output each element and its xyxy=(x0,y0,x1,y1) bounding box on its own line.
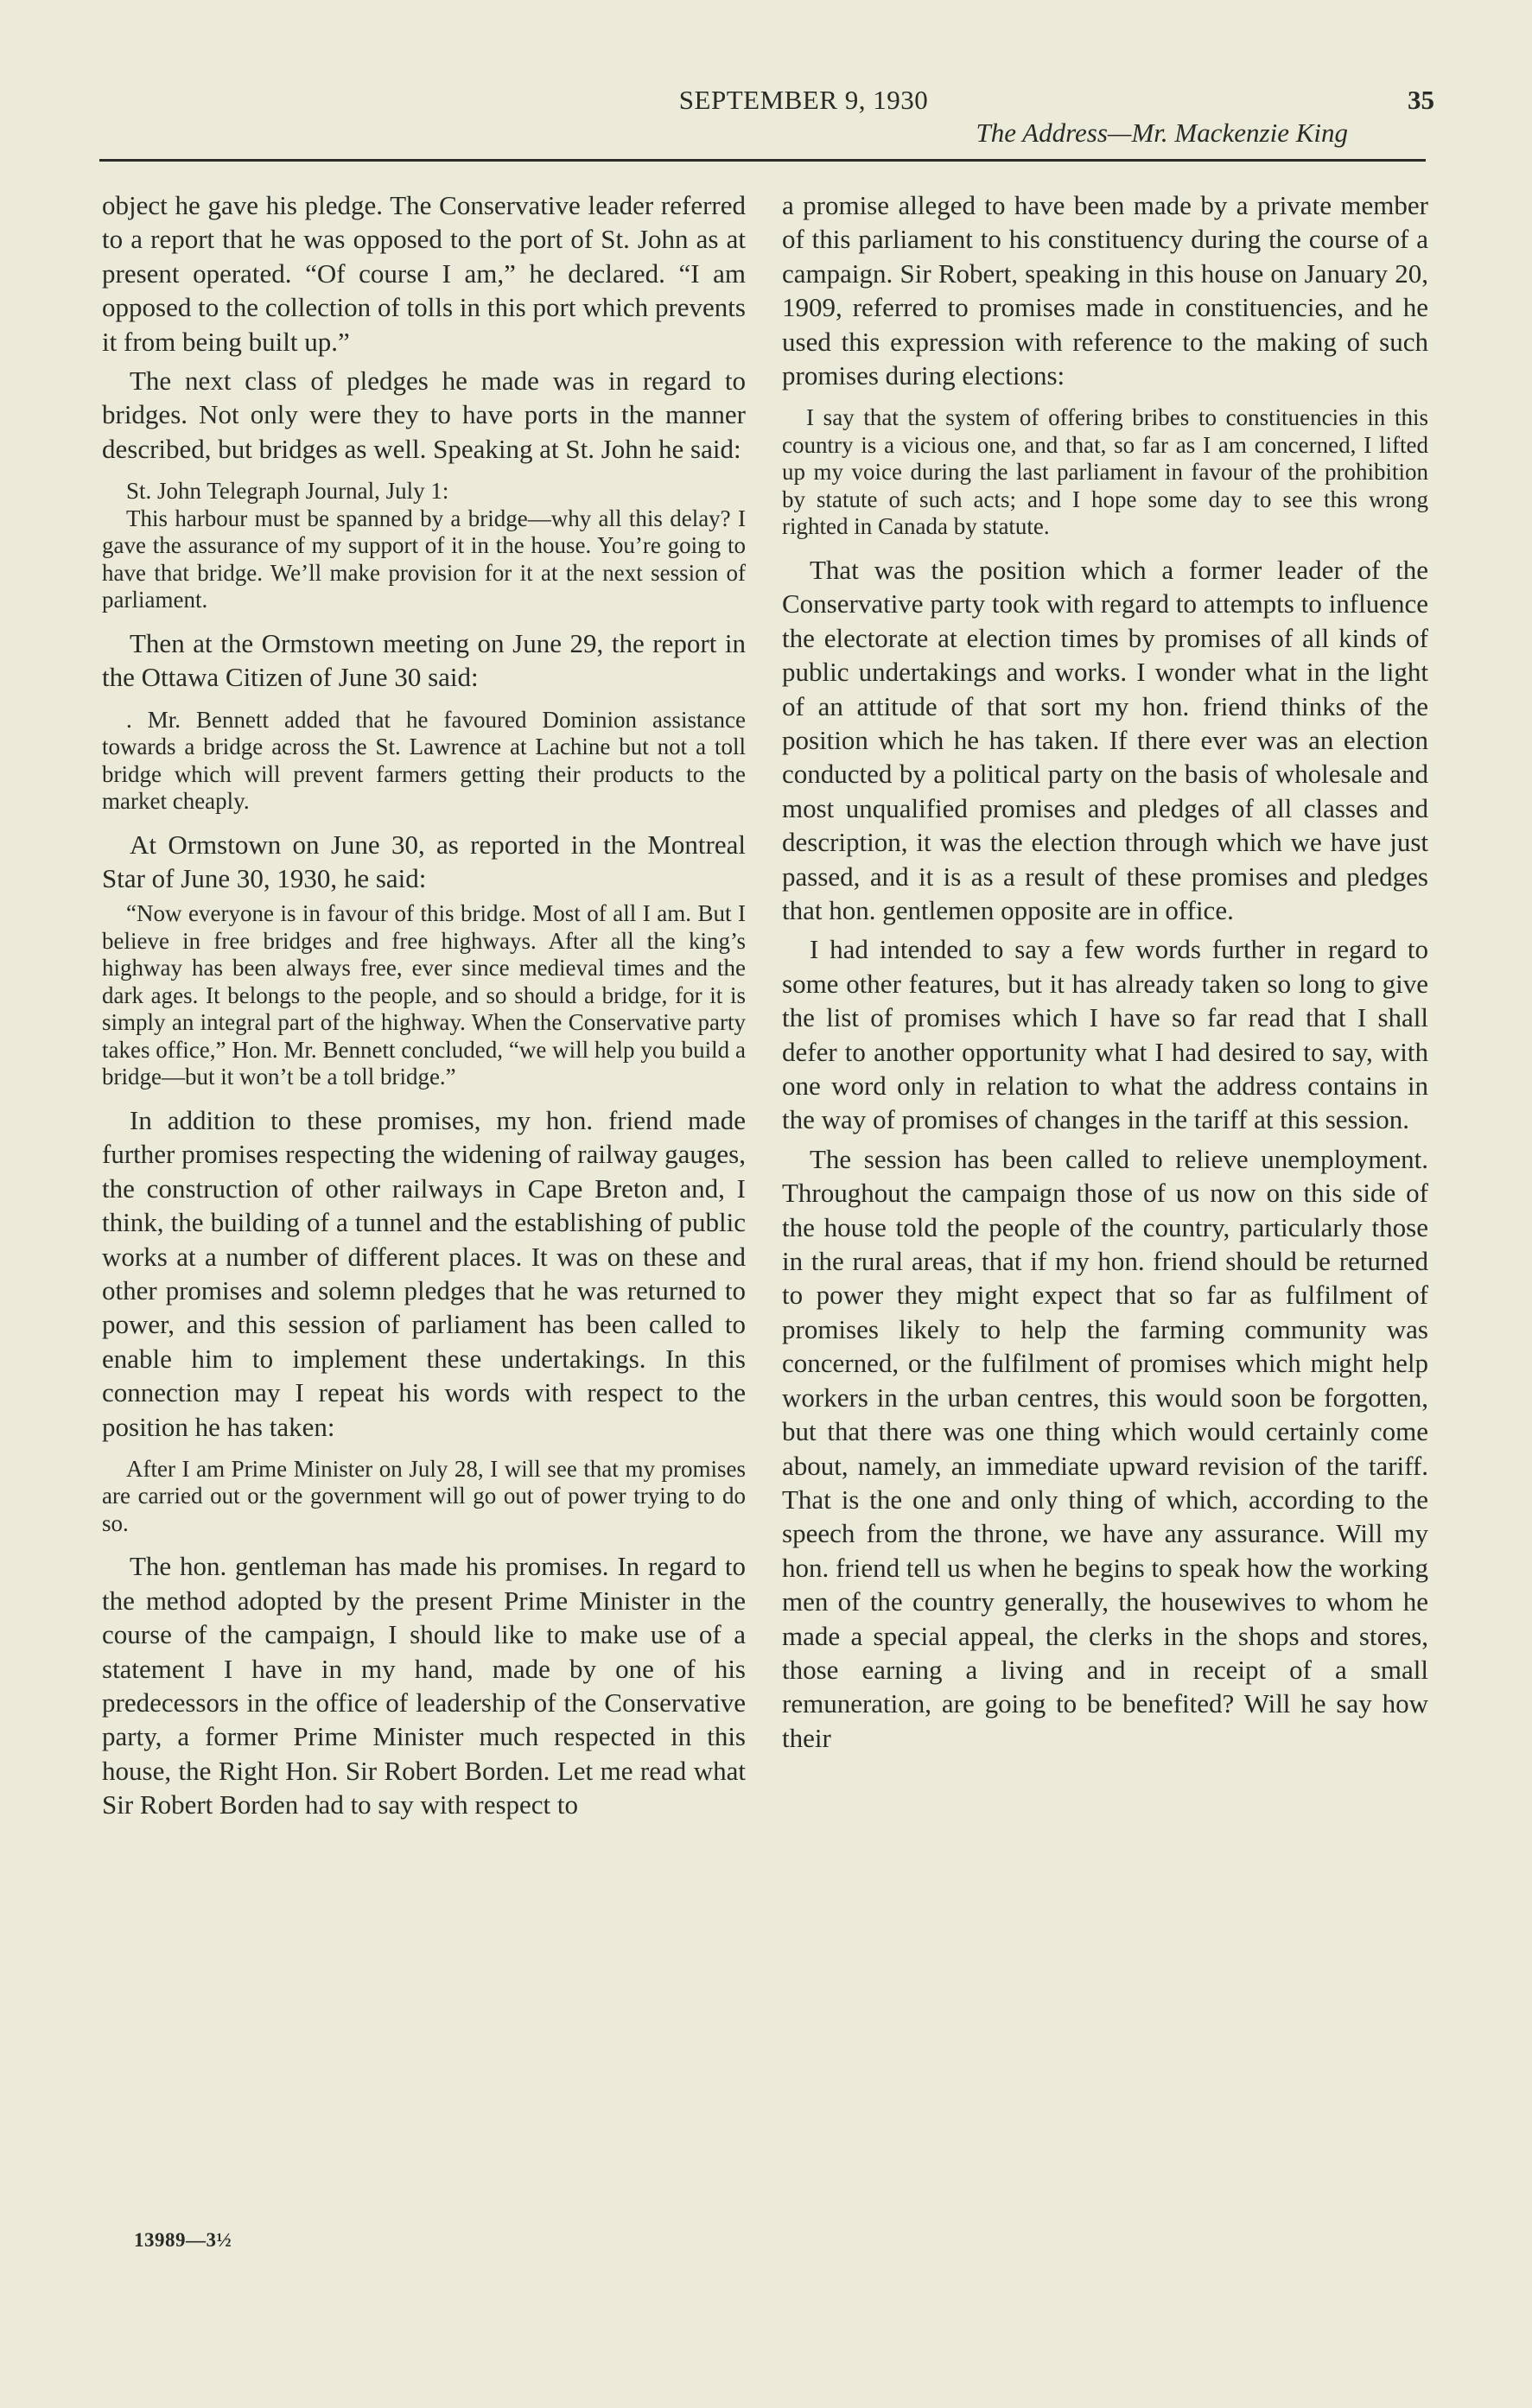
paragraph: object he gave his pledge. The Conservative leader referred to a report that he was opposed to the port of St. John as at present operated. “Of course I am,” he declared. “I am opposed to the collection of tolls in this port which prevents it from being built up.” xyxy=(102,190,746,357)
paragraph: I had intended to say a few words further in regard to some other features, but it has already taken so long to give the list of promises which I have so far read that I shall defer to another opportunity what I had desired to say, with one word only in relation to what the address contains in the way of promises of changes in the tariff at this session. xyxy=(782,934,1428,1135)
block-quote: . Mr. Bennett added that he favoured Dominion assistance towards a bridge across the St. Lawrence at Lachine but not a toll bridge which will prevent farmers getting their products to the market cheaply. xyxy=(102,706,746,815)
header-rule xyxy=(99,159,1426,162)
block-quote: “Now everyone is in favour of this bridge. Most of all I am. But I believe in free bridges and free highways. After all the king’s highway has been always free, ever since medieval times and the dark ages. It belongs to the people, and so should a bridge, for it is simply an integral part of the highway. When the Conservative party takes office,” Hon. Mr. Bennett concluded, “we will help you build a bridge—but it won’t be a toll bridge.” xyxy=(102,900,746,1090)
paragraph: At Ormstown on June 30, as reported in the Montreal Star of June 30, 1930, he said: xyxy=(102,829,746,893)
block-quote: This harbour must be spanned by a bridge—why all this delay? I gave the assurance of my support of it in the house. You’re going to have that bridge. We’ll make provision for it at the next session of parliament. xyxy=(102,505,746,613)
paragraph: The hon. gentleman has made his promises. In regard to the method adopted by the present Prime Minister in the course of the campaign, I should like to make use of a statement I have in my hand, made by one of his predecessors in the office of leadership of the Conservative party, a former Prime Minister much respected in this house, the Right Hon. Sir Robert Borden. Let me read what Sir Robert Borden had to say with respect to xyxy=(102,1551,746,1820)
printer-signature: 13989—3½ xyxy=(134,2229,232,2251)
block-quote: After I am Prime Minister on July 28, I will see that my promises are carried out or the government will go out of power trying to do so. xyxy=(102,1455,746,1536)
left-column xyxy=(102,188,746,1827)
paragraph: Then at the Ormstown meeting on June 29, the report in the Ottawa Citizen of June 30 said: xyxy=(102,627,746,693)
paragraph: The next class of pledges he made was in regard to bridges. Not only were they to have ports in the manner described, but bridges as well. Speaking at St. John he said: xyxy=(102,365,746,464)
page-number: 35 xyxy=(1408,85,1434,115)
quote-source: St. John Telegraph Journal, July 1: xyxy=(126,478,449,505)
right-column xyxy=(782,188,1428,1760)
paragraph: a promise alleged to have been made by a private member of this parliament to his constituency during the course of a campaign. Sir Robert, speaking in this house on January 20, 1909, referred to promises made in constituencies, and he used this expression with reference to the making of such promises during elections: xyxy=(782,190,1428,391)
paragraph: That was the position which a former leader of the Conservative party took with regard to attempts to influence the electorate at election times by promises of all kinds of public undertakings and works. I wonder what in the light of an attitude of that sort my hon. friend thinks of the position which he has taken. If there ever was an election conducted by a political party on the basis of wholesale and most unqualified promises and pledges of all classes and description, it was the election through which we have just passed, and it is as a result of these promises and pledges that hon. gentlemen opposite are in office. xyxy=(782,554,1428,925)
block-quote: I say that the system of offering bribes to constituencies in this country is a vicious one, and that, so far as I am concerned, I lifted up my voice during the last parliament in favour of the prohibition by statute of such acts; and I hope some day to see this wrong righted in Canada by statute. xyxy=(782,404,1428,540)
paragraph: The session has been called to relieve unemployment. Throughout the campaign those of us now on this side of the house told the people of the country, particularly those in the rural areas, that if my hon. friend should be returned to power they might expect that so far as fulfilment of promises likely to help the farming community was concerned, or the fulfilment of promises which might help workers in the urban centres, this would soon be forgotten, but that there was one thing which would certainly come about, namely, an immediate upward revision of the tariff. That is the one and only thing of which, according to the speech from the throne, we have any assurance. Will my hon. friend tell us when he begins to speak how the working men of the country generally, the housewives to whom he made a special appeal, the clerks in the shops and stores, those earning a living and in receipt of a small remuneration, are going to be benefited? Will he say how their xyxy=(782,1143,1428,1753)
paragraph: In addition to these promises, my hon. friend made further promises respecting the widening of railway gauges, the construction of other railways in Cape Breton and, I think, the building of a tunnel and the establishing of public works at a number of different places. It was on these and other promises and solemn pledges that he was returned to power, and this session of parliament has been called to enable him to implement these undertakings. In this connection may I repeat his words with respect to the position he has taken: xyxy=(102,1104,746,1442)
header-date: SEPTEMBER 9, 1930 xyxy=(678,85,929,115)
running-title: The Address—Mr. Mackenzie King xyxy=(976,118,1348,148)
